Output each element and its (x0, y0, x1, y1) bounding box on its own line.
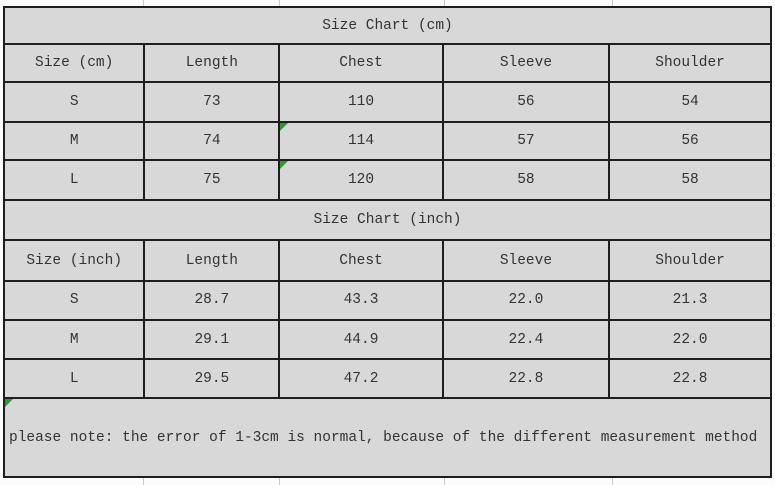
column-header (4, 240, 144, 280)
table-row (4, 398, 771, 477)
column-header (609, 240, 771, 280)
column-header (279, 240, 442, 280)
note-text: please note: the error of 1-3cm is normal, because of the different measurement method (9, 429, 758, 446)
column-header-label: Length (185, 55, 238, 72)
cell-value: 44.9 (343, 331, 379, 348)
table-cell (279, 82, 442, 121)
cell-value: 74 (203, 132, 221, 149)
table-cell (144, 359, 279, 398)
table-cell (443, 122, 609, 160)
grid-tick (444, 478, 445, 485)
table-row (4, 160, 771, 200)
table-cell (609, 359, 771, 398)
column-header-label: Chest (339, 55, 383, 72)
cell-value: L (69, 171, 79, 188)
cell-value: 75 (203, 171, 221, 188)
table-cell (443, 359, 609, 398)
column-header (279, 44, 442, 82)
table-cell (609, 122, 771, 160)
cell-value: 47.2 (343, 370, 379, 387)
table-row (4, 122, 771, 160)
column-header (443, 44, 609, 82)
grid-tick (279, 478, 280, 485)
cell-value: 54 (681, 93, 699, 110)
cell-value: 22.8 (672, 370, 708, 387)
table-cell (279, 320, 442, 359)
cell-flag-icon (280, 123, 288, 131)
table-cell (279, 359, 442, 398)
table-cell (4, 82, 144, 121)
cell-value: 110 (347, 93, 375, 110)
column-header-label: Shoulder (655, 55, 725, 72)
column-header-label: Chest (339, 252, 383, 269)
column-header-label: Length (185, 252, 238, 269)
cell-value: L (69, 370, 79, 387)
table-cell (609, 82, 771, 121)
column-header-label: Size (inch) (26, 252, 123, 269)
cell-value: 43.3 (343, 292, 379, 309)
table-row (4, 359, 771, 398)
table-cell (144, 160, 279, 200)
grid-tick (612, 478, 613, 485)
table-cell (144, 320, 279, 359)
column-header (144, 44, 279, 82)
cell-value: 58 (517, 171, 535, 188)
column-header (443, 240, 609, 280)
table-title-cm-label: Size Chart (cm) (322, 17, 453, 34)
column-header-label: Shoulder (655, 252, 725, 269)
column-header (609, 44, 771, 82)
cell-value: 29.5 (194, 370, 230, 387)
table-cell (4, 281, 144, 320)
table-title-cm (4, 7, 771, 44)
cell-value: M (69, 132, 79, 149)
table-cell (279, 122, 442, 160)
table-cell (144, 122, 279, 160)
table-cell (4, 359, 144, 398)
table-cell (443, 320, 609, 359)
cell-value: 21.3 (672, 292, 708, 309)
table-cell (443, 281, 609, 320)
cell-flag-icon (280, 161, 288, 169)
table-cell (279, 160, 442, 200)
column-header (144, 240, 279, 280)
table-row (4, 200, 771, 240)
cell-value: 58 (681, 171, 699, 188)
cell-value: 29.1 (194, 331, 230, 348)
cell-value: 22.0 (672, 331, 708, 348)
cell-value: 114 (347, 132, 375, 149)
table-cell (4, 122, 144, 160)
table-cell (279, 281, 442, 320)
cell-flag-icon (5, 399, 13, 407)
table-row (4, 281, 771, 320)
cell-value: 22.0 (508, 292, 544, 309)
table-cell (4, 320, 144, 359)
table-row (4, 44, 771, 82)
column-header (4, 44, 144, 82)
table-row (4, 82, 771, 121)
table-cell (144, 82, 279, 121)
table-row (4, 240, 771, 280)
cell-value: 22.8 (508, 370, 544, 387)
cell-value: S (69, 93, 79, 110)
grid-tick (143, 478, 144, 485)
cell-value: 22.4 (508, 331, 544, 348)
column-header-label: Size (cm) (35, 55, 114, 72)
cell-value: S (69, 292, 79, 309)
cell-value: 120 (347, 171, 375, 188)
table-row (4, 7, 771, 44)
cell-value: 57 (517, 132, 535, 149)
table-title-inch (4, 200, 771, 240)
table-cell (609, 320, 771, 359)
table-cell (443, 160, 609, 200)
table-cell (4, 160, 144, 200)
table-cell (144, 281, 279, 320)
table-title-inch-label: Size Chart (inch) (313, 212, 462, 229)
cell-value: 73 (203, 93, 221, 110)
note-cell (4, 398, 771, 477)
cell-value: 28.7 (194, 292, 230, 309)
cell-value: 56 (517, 93, 535, 110)
table-cell (443, 82, 609, 121)
cell-value: M (69, 331, 79, 348)
table-row (4, 320, 771, 359)
column-header-label: Sleeve (499, 252, 553, 269)
cell-value: 56 (681, 132, 699, 149)
size-chart-table (3, 6, 772, 478)
table-cell (609, 160, 771, 200)
column-header-label: Sleeve (499, 55, 553, 72)
table-cell (609, 281, 771, 320)
